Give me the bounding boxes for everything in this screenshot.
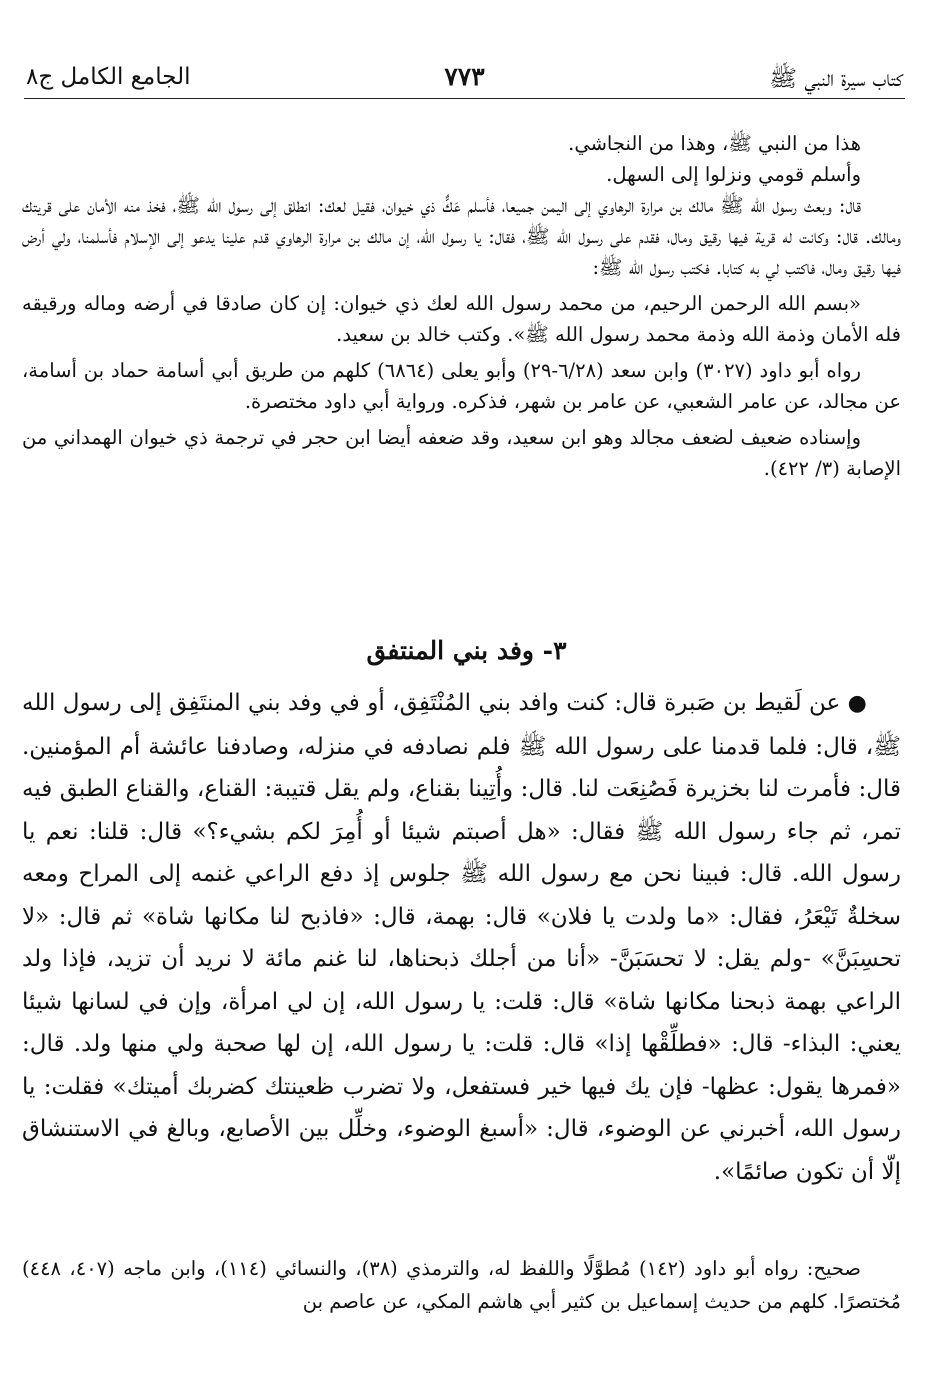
header-divider (24, 98, 905, 99)
hadith-text: عن لَقيط بن صَبرة قال: كنت وافد بني المُنْتَفِق، أو في وفد بني المنتَفِق إلى رسول الله ﷺ، قال: فلما قدمنا على رسول الله ﷺ فلم نصادفه في منزله، وصادفنا عائشة أم المؤمنين. قال: فأمرت لنا بخزيرة فَصُنِعَت لنا. قال: وأُتِينا بقناع، ولم يقل قتيبة: القناع، والقناع الطبق فيه تمر، ثم جاء رسول الله ﷺ فقال: «هل أصبتم شيئا أو أُمِرَ لكم بشيء؟» قال: قلنا: نعم يا رسول الله. قال: فبينا نحن مع رسول الله ﷺ جلوس إذ دفع الراعي غنمه إلى المراح ومعه سخلةٌ تَيْعَرُ، فقال: «ما ولدت يا فلان» قال: بهمة، قال: «فاذبح لنا مكانها شاة» ثم قال: «لا تحسِبَنَّ» -ولم يقل: لا تحسَبَنَّ- «أنا من أجلك ذبحناها، لنا غنم مائة لا نريد أن تزيد، فإذا ولد الراعي بهمة ذبحنا مكانها شاة» قال: قلت: يا رسول الله، إن لي امرأة، وإن في لسانها شيئا يعني: البذاء- قال: «فطلِّقْها إذا» قال: قلت: يا رسول الله، إن لها صحبة ولي منها ولد. قال: «فمرها يقول: عظها- فإن يك فيها خير فستفعل، ولا تضرب ظعينتك كضربك أميتك» فقلت: يا رسول الله، أخبرني عن الوضوء، قال: «أسبغ الوضوء، وخلِّل بين الأصابع، وبالغ في الاستنشاق إلّا أن تكون صائمًا». (22, 690, 901, 1185)
paragraph-6-grading: وإسناده ضعيف لضعف مجالد وهو ابن سعيد، وقد ضعفه أيضا ابن حجر في ترجمة ذي خيوان الهمداني من الإصابة (٣/ ٤٢٢). (22, 426, 901, 480)
hadith-paragraph (22, 682, 901, 1193)
paragraph-3: قال: وبعث رسول الله ﷺ مالك بن مرارة الرهاوي إلى اليمن جميعا، فأسلم عَكٌّ ذي خيوان، فقيل لعك: انطلق إلى رسول الله ﷺ، فخذ منه الأمان على قريتك ومالك. قال: وكانت له قرية فيها رقيق ومال، فقدم على رسول الله ﷺ، فقال: يا رسول الله، إن مالك بن مرارة الرهاوي قدم علينا يدعو إلى الإسلام فأسلمنا، ولي أرض فيها رقيق ومال، فاكتب لي به كتابا. فكتب رسول الله ﷺ: (22, 194, 901, 279)
bullet-icon: ● (847, 691, 868, 716)
footnote-section (22, 1252, 901, 1318)
page-number: ٧٧٣ (444, 62, 485, 91)
main-hadith (22, 682, 901, 1193)
paragraph-4-letter: «بسم الله الرحمن الرحيم، من محمد رسول الله لعك ذي خيوان: إن كان صادقا في أرضه وماله ورقيقه فله الأمان وذمة الله وذمة محمد رسول الله ﷺ». وكتب خالد بن سعيد. (22, 292, 901, 346)
footnote-text: صحيح: رواه أبو داود (١٤٢) مُطوَّلًا واللفظ له، والترمذي (٣٨)، والنسائي (١١٤)، وابن ماجه (٤٠٧، ٤٤٨) مُختصرًا. كلهم من حديث إسماعيل بن كثير أبي هاشم المكي، عن عاصم بن (22, 1257, 901, 1313)
paragraph-5-takhrij: رواه أبو داود (٣٠٢٧) وابن سعد (٦/٢٨-٢٩) وأبو يعلى (٦٨٦٤) كلهم من طريق أبي أسامة حماد بن أسامة، عن مجالد، عن عامر الشعبي، عن عامر بن شهر، فذكره. ورواية أبي داود مختصرة. (22, 359, 901, 413)
header-volume-title: الجامع الكامل ج٨ (26, 64, 191, 90)
section-heading: ٣- وفد بني المنتفق (366, 636, 567, 665)
header-chapter-title: كتاب سيرة النبي ﷺ (769, 66, 903, 92)
upper-section (22, 128, 901, 484)
paragraph-2: وأسلم قومي ونزلوا إلى السهل. (606, 163, 861, 186)
page-header (26, 56, 903, 96)
paragraph-1: هذا من النبي ﷺ، وهذا من النجاشي. (568, 132, 861, 155)
